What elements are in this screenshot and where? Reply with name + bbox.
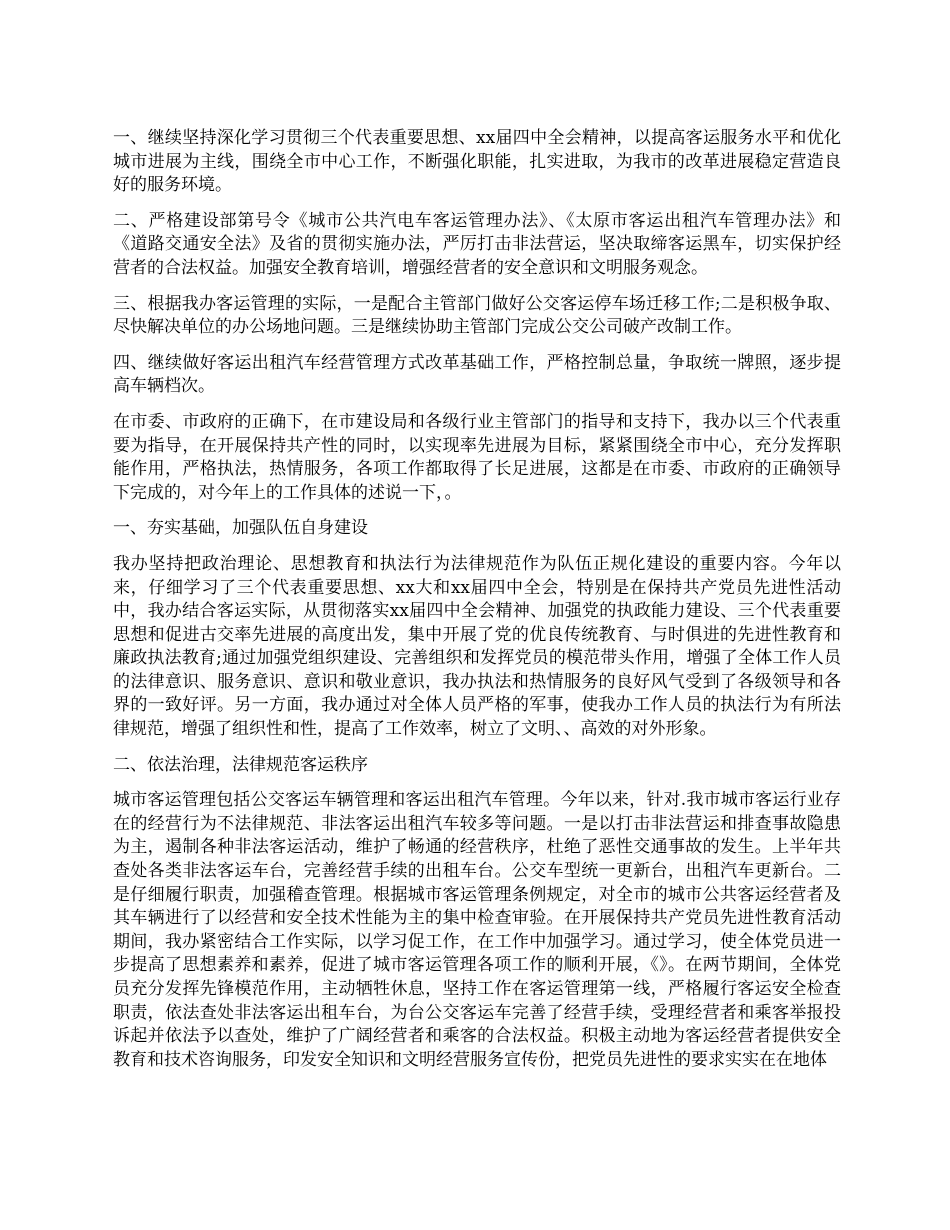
paragraph-plan-item-4: 四、继续做好客运出租汽车经营管理方式改革基础工作，严格控制总量，争取统一牌照，逐步提高车辆档次。 (113, 352, 841, 397)
paragraph-lawful-governance: 城市客运管理包括公交客运车辆管理和客运出租汽车管理。今年以来，针对.我市城市客运行业存在的经营行为不法律规范、非法客运出租汽车较多等问题。一是以打击非法营运和排查事故隐患为主，遏制各种非法客运活动，维护了畅通的经营秩序，杜绝了恶性交通事故的发生。上半年共查处各类非法客运车台，完善经营手续的出租车台。公交车型统一更新台，出租汽车更新台。二是仔细履行职责，加强稽查管理。根据城市客运管理条例规定，对全市的城市公共客运经营者及其车辆进行了以经营和安全技术性能为主的集中检查审验。在开展保持共产党员先进性教育活动期间，我办紧密结合工作实际，以学习促工作，在工作中加强学习。通过学习，使全体党员进一步提高了思想素养和素养，促进了城市客运管理各项工作的顺利开展，《》。在两节期间，全体党员充分发挥先锋模范作用，主动牺牲休息，坚持工作在客运管理第一线，严格履行客运安全检查职责，依法查处非法客运出租车台，为台公交客运车完善了经营手续，受理经营者和乘客举报投诉起并依法予以查处，维护了广阔经营者和乘客的合法权益。积极主动地为客运经营者提供安全教育和技术咨询服务，印发安全知识和文明经营服务宣传份，把党员先进性的要求实实在在地体 (113, 790, 841, 1070)
paragraph-plan-item-3: 三、根据我办客运管理的实际，一是配合主管部门做好公交客运停车场迁移工作;二是积极争取、尽快解决单位的办公场地问题。三是继续协助主管部门完成公交公司破产改制工作。 (113, 293, 841, 338)
section-heading-lawful-governance: 二、依法治理，法律规范客运秩序 (113, 754, 368, 775)
document-body (113, 127, 841, 1084)
paragraph-plan-item-1: 一、继续坚持深化学习贯彻三个代表重要思想、xx届四中全会精神，以提高客运服务水平和优化城市进展为主线，围绕全市中心工作，不断强化职能，扎实进取，为我市的改革进展稳定营造良好的服务环境。 (113, 128, 841, 196)
paragraph-plan-item-2: 二、严格建设部第号令《城市公共汽电车客运管理办法》、《太原市客运出租汽车管理办法》和《道路交通安全法》及省的贯彻实施办法，严厉打击非法营运，坚决取缔客运黑车，切实保护经营者的合法权益。加强安全教育培训，增强经营者的安全意识和文明服务观念。 (113, 210, 841, 278)
paragraph-team-building: 我办坚持把政治理论、思想教育和执法行为法律规范作为队伍正规化建设的重要内容。今年以来，仔细学习了三个代表重要思想、xx大和xx届四中全会，特别是在保持共产党员先进性活动中，我办结合客运实际，从贯彻落实xx届四中全会精神、加强党的执政能力建设、三个代表重要思想和促进古交率先进展的高度出发，集中开展了党的优良传统教育、与时俱进的先进性教育和廉政执法教育;通过加强党组织建设、完善组织和发挥党员的模范带头作用，增强了全体工作人员的法律意识、服务意识、意识和敬业意识，我办执法和热情服务的良好风气受到了各级领导和各界的一致好评。另一方面，我办通过对全体人员严格的军事，使我办工作人员的执法行为有所法律规范，增强了组织性和性，提高了工作效率，树立了文明、、高效的对外形象。 (113, 553, 841, 740)
paragraph-summary-intro: 在市委、市政府的正确下，在市建设局和各级行业主管部门的指导和支持下，我办以三个代表重要为指导，在开展保持共产性的同时，以实现率先进展为目标，紧紧围绕全市中心，充分发挥职能作用，严格执法，热情服务，各项工作都取得了长足进展，这都是在市委、市政府的正确领导下完成的，对今年上的工作具体的述说一下，。 (113, 411, 841, 503)
section-heading-team-building: 一、夯实基础，加强队伍自身建设 (113, 518, 368, 539)
